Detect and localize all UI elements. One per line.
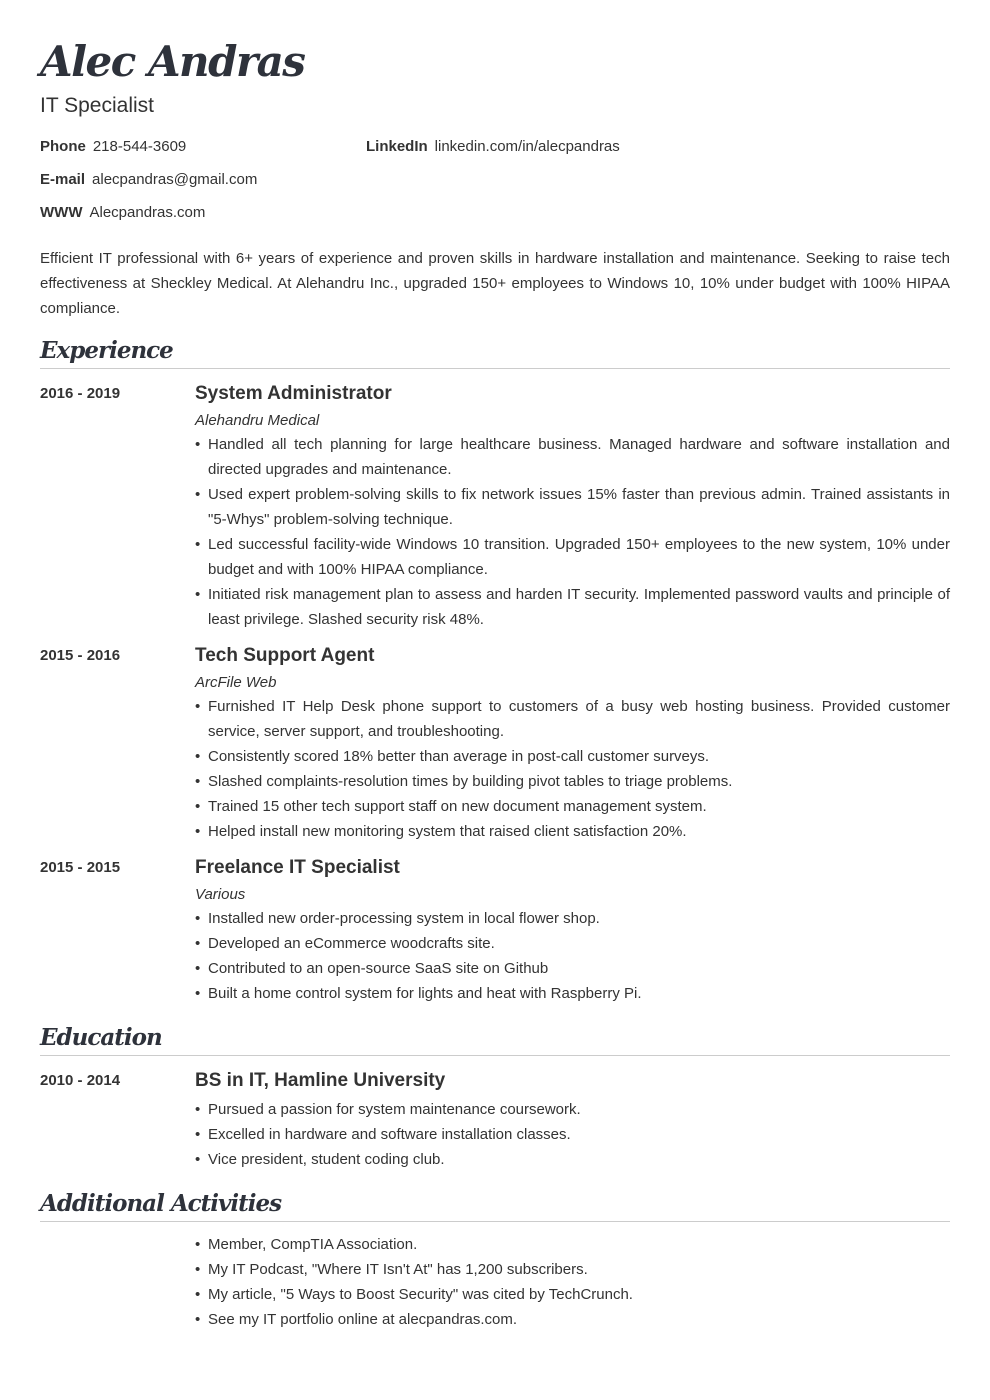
experience-heading: Experience: [40, 337, 173, 364]
bullet-item: • My IT Podcast, "Where IT Isn't At" has 1,200 subscribers.: [195, 1257, 950, 1282]
bullet-item: • Led successful facility-wide Windows 10 transition. Upgraded 150+ employees to the new system, 10% under budget and with 100% HIPAA compliance.: [195, 532, 950, 582]
education-dates: 2010 - 2014: [40, 1072, 121, 1089]
job-dates: 2015 - 2016: [40, 647, 121, 664]
bullet-item: • My article, "5 Ways to Boost Security" was cited by TechCrunch.: [195, 1282, 950, 1307]
bullet-item: • Used expert problem-solving skills to fix network issues 15% faster than previous admin. Trained assistants in "5-Whys" problem-solving technique.: [195, 482, 950, 532]
job-bullets: [195, 432, 950, 632]
bullet-item: • Vice president, student coding club.: [195, 1147, 950, 1172]
linkedin-label: LinkedIn: [366, 138, 428, 155]
activities-heading: Additional Activities: [40, 1190, 282, 1217]
education-heading: Education: [40, 1024, 162, 1051]
phone-label: Phone: [40, 138, 86, 155]
bullet-item: • Slashed complaints-resolution times by building pivot tables to triage problems.: [195, 769, 950, 794]
job-entry: [40, 857, 950, 1006]
activities-entry: [40, 1232, 950, 1332]
bullet-item: • Handled all tech planning for large healthcare business. Managed hardware and software installation and directed upgrades and maintenance.: [195, 432, 950, 482]
job-company: Alehandru Medical: [195, 412, 320, 429]
job-entry: [40, 383, 950, 632]
job-dates: 2016 - 2019: [40, 385, 121, 402]
phone-value: 218-544-3609: [92, 138, 187, 155]
job-role: Tech Support Agent: [195, 645, 375, 666]
www-label: WWW: [40, 204, 83, 221]
job-bullets: [195, 906, 950, 1006]
bullet-item: • Excelled in hardware and software installation classes.: [195, 1122, 950, 1147]
education-bullets: [195, 1097, 950, 1172]
bullet-item: • See my IT portfolio online at alecpandras.com.: [195, 1307, 950, 1332]
bullet-item: • Initiated risk management plan to assess and harden IT security. Implemented password vaults and principle of least privilege. Slashed security risk 48%.: [195, 582, 950, 632]
bullet-item: • Contributed to an open-source SaaS site on Github: [195, 956, 950, 981]
bullet-item: • Helped install new monitoring system that raised client satisfaction 20%.: [195, 819, 950, 844]
bullet-item: • Pursued a passion for system maintenance coursework.: [195, 1097, 950, 1122]
email-link[interactable]: alecpandras@gmail.com: [92, 171, 258, 188]
education-degree: BS in IT, Hamline University: [195, 1070, 446, 1091]
contact-email: [40, 170, 257, 190]
bullet-item: • Consistently scored 18% better than average in post-call customer surveys.: [195, 744, 950, 769]
contact-www: [40, 203, 205, 223]
bullet-item: • Trained 15 other tech support staff on new document management system.: [195, 794, 950, 819]
candidate-name: Alec Andras: [40, 37, 305, 86]
bullet-item: • Member, CompTIA Association.: [195, 1232, 950, 1257]
job-role: Freelance IT Specialist: [195, 857, 400, 878]
job-role: System Administrator: [195, 383, 392, 404]
linkedin-link[interactable]: linkedin.com/in/alecpandras: [434, 138, 620, 155]
profile-summary: Efficient IT professional with 6+ years of experience and proven skills in hardware installation and maintenance. Seeking to raise tech effectiveness at Sheckley Medical. At Alehandru Inc., upgraded 150+ employees to Windows 10, 10% under budget with 100% HIPAA compliance.: [40, 250, 950, 317]
job-company: Various: [195, 886, 246, 903]
job-dates: 2015 - 2015: [40, 859, 121, 876]
bullet-item: • Installed new order-processing system in local flower shop.: [195, 906, 950, 931]
email-label: E-mail: [40, 171, 86, 188]
job-entry: [40, 645, 950, 844]
contact-linkedin: [366, 137, 620, 157]
contact-info: [40, 137, 950, 236]
job-title: IT Specialist: [40, 94, 154, 117]
experience-section-header: [40, 337, 950, 369]
job-bullets: [195, 694, 950, 844]
activities-section-header: [40, 1190, 950, 1222]
education-entry: [40, 1070, 950, 1172]
bullet-item: • Furnished IT Help Desk phone support to customers of a busy web hosting business. Provided customer service, server support, and troubleshooting.: [195, 694, 950, 744]
contact-phone: [40, 137, 186, 157]
bullet-item: • Built a home control system for lights and heat with Raspberry Pi.: [195, 981, 950, 1006]
website-link[interactable]: Alecpandras.com: [89, 204, 206, 221]
education-section-header: [40, 1024, 950, 1056]
job-company: ArcFile Web: [195, 674, 277, 691]
activities-bullets: [195, 1232, 950, 1332]
bullet-item: • Developed an eCommerce woodcrafts site.: [195, 931, 950, 956]
